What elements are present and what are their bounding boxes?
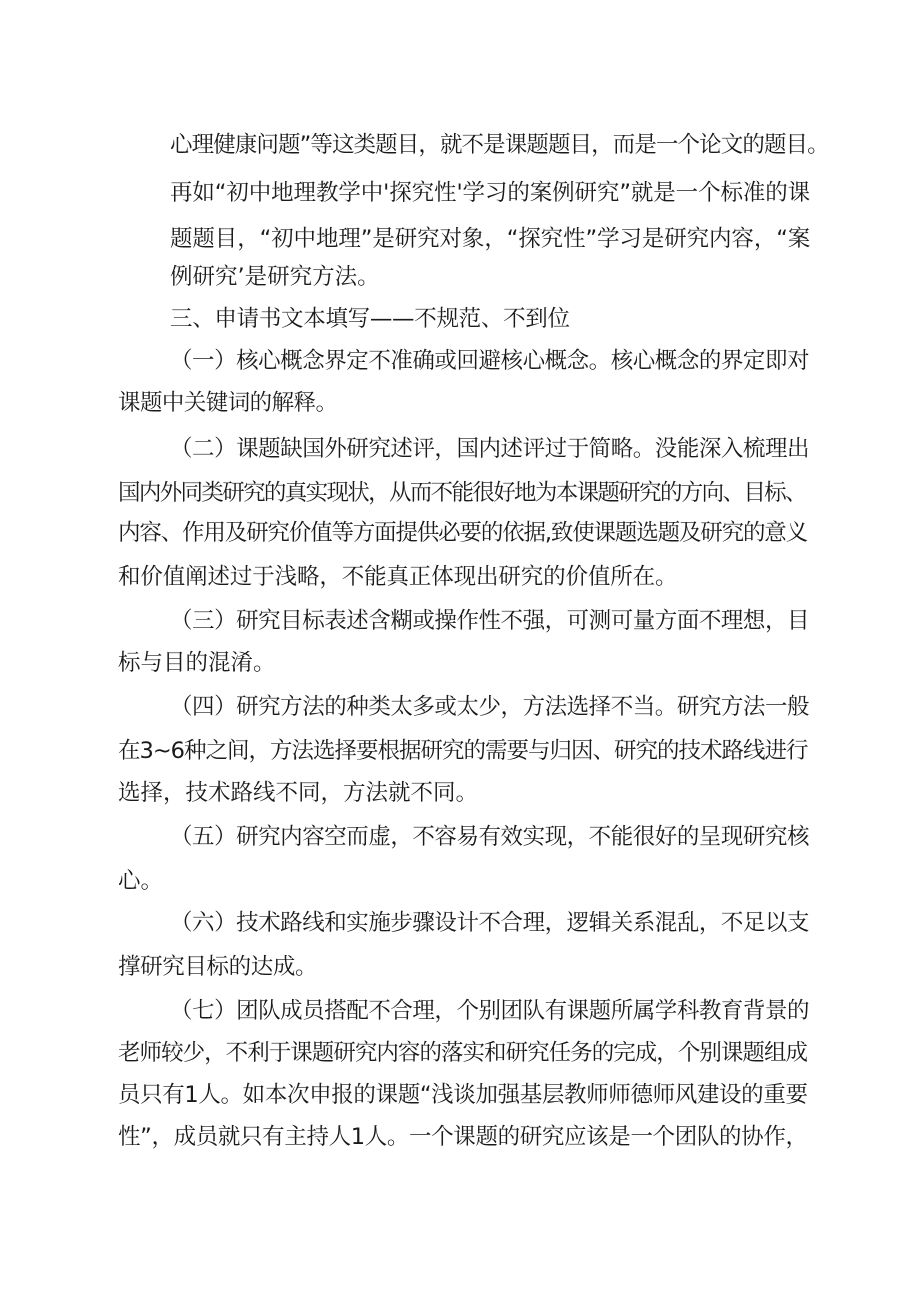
text-line: 例研究’是研究方法。 bbox=[170, 264, 380, 290]
text-line: 老师较少，不利于课题研究内容的落实和研究任务的完成，个别课题组成 bbox=[118, 1040, 808, 1066]
text-line: （四）研究方法的种类太多或太少，方法选择不当。研究方法一般 bbox=[170, 694, 810, 720]
text-line: 心。 bbox=[118, 868, 164, 894]
text-line: （七）团队成员搭配不合理，个别团队有课题所属学科教育背景的 bbox=[170, 998, 810, 1024]
text-line: 撑研究目标的达成。 bbox=[118, 954, 318, 980]
text-line: 性”，成员就只有主持人1人。一个课题的研究应该是一个团队的协作， bbox=[118, 1124, 808, 1150]
text-line: 选择，技术路线不同，方法就不同。 bbox=[118, 780, 479, 806]
text-line: 国内外同类研究的真实现状，从而不能很好地为本课题研究的方向、目标、 bbox=[118, 480, 806, 506]
text-line: （五）研究内容空而虚，不容易有效实现，不能很好的呈现研究核 bbox=[170, 824, 810, 850]
text-line: 题题目，“初中地理”是研究对象，“探究性”学习是研究内容，“案 bbox=[170, 226, 811, 252]
text-line: 心理健康问题”等这类题目，就不是课题题目，而是一个论文的题目。 bbox=[170, 132, 829, 158]
text-line: （三）研究目标表述含糊或操作性不强，可测可量方面不理想，目 bbox=[170, 608, 810, 634]
text-line: 内容、作用及研究价值等方面提供必要的依据,致使课题选题及研究的意义 bbox=[118, 520, 807, 546]
text-line: 和价值阐述过于浅略，不能真正体现出研究的价值所在。 bbox=[118, 564, 678, 590]
text-line: 再如“初中地理教学中'探究性'学习的案例研究”就是一个标准的课 bbox=[170, 180, 811, 206]
text-line: 课题中关键词的解释。 bbox=[118, 390, 338, 416]
text-line: （六）技术路线和实施步骤设计不合理，逻辑关系混乱，不足以支 bbox=[170, 910, 810, 936]
text-line: 标与目的混淆。 bbox=[118, 650, 276, 676]
text-line: （一）核心概念界定不准确或回避核心概念。核心概念的界定即对 bbox=[170, 348, 810, 374]
text-line: 员只有1人。如本次申报的课题“浅谈加强基层教师师德师风建设的重要 bbox=[118, 1082, 808, 1108]
text-line: （二）课题缺国外研究述评，国内述评过于简略。没能深入梳理出 bbox=[170, 436, 810, 462]
section-heading: 三、申请书文本填写——不规范、不到位 bbox=[170, 306, 570, 332]
text-line: 在3~6种之间，方法选择要根据研究的需要与归因、研究的技术路线进行 bbox=[118, 738, 808, 764]
